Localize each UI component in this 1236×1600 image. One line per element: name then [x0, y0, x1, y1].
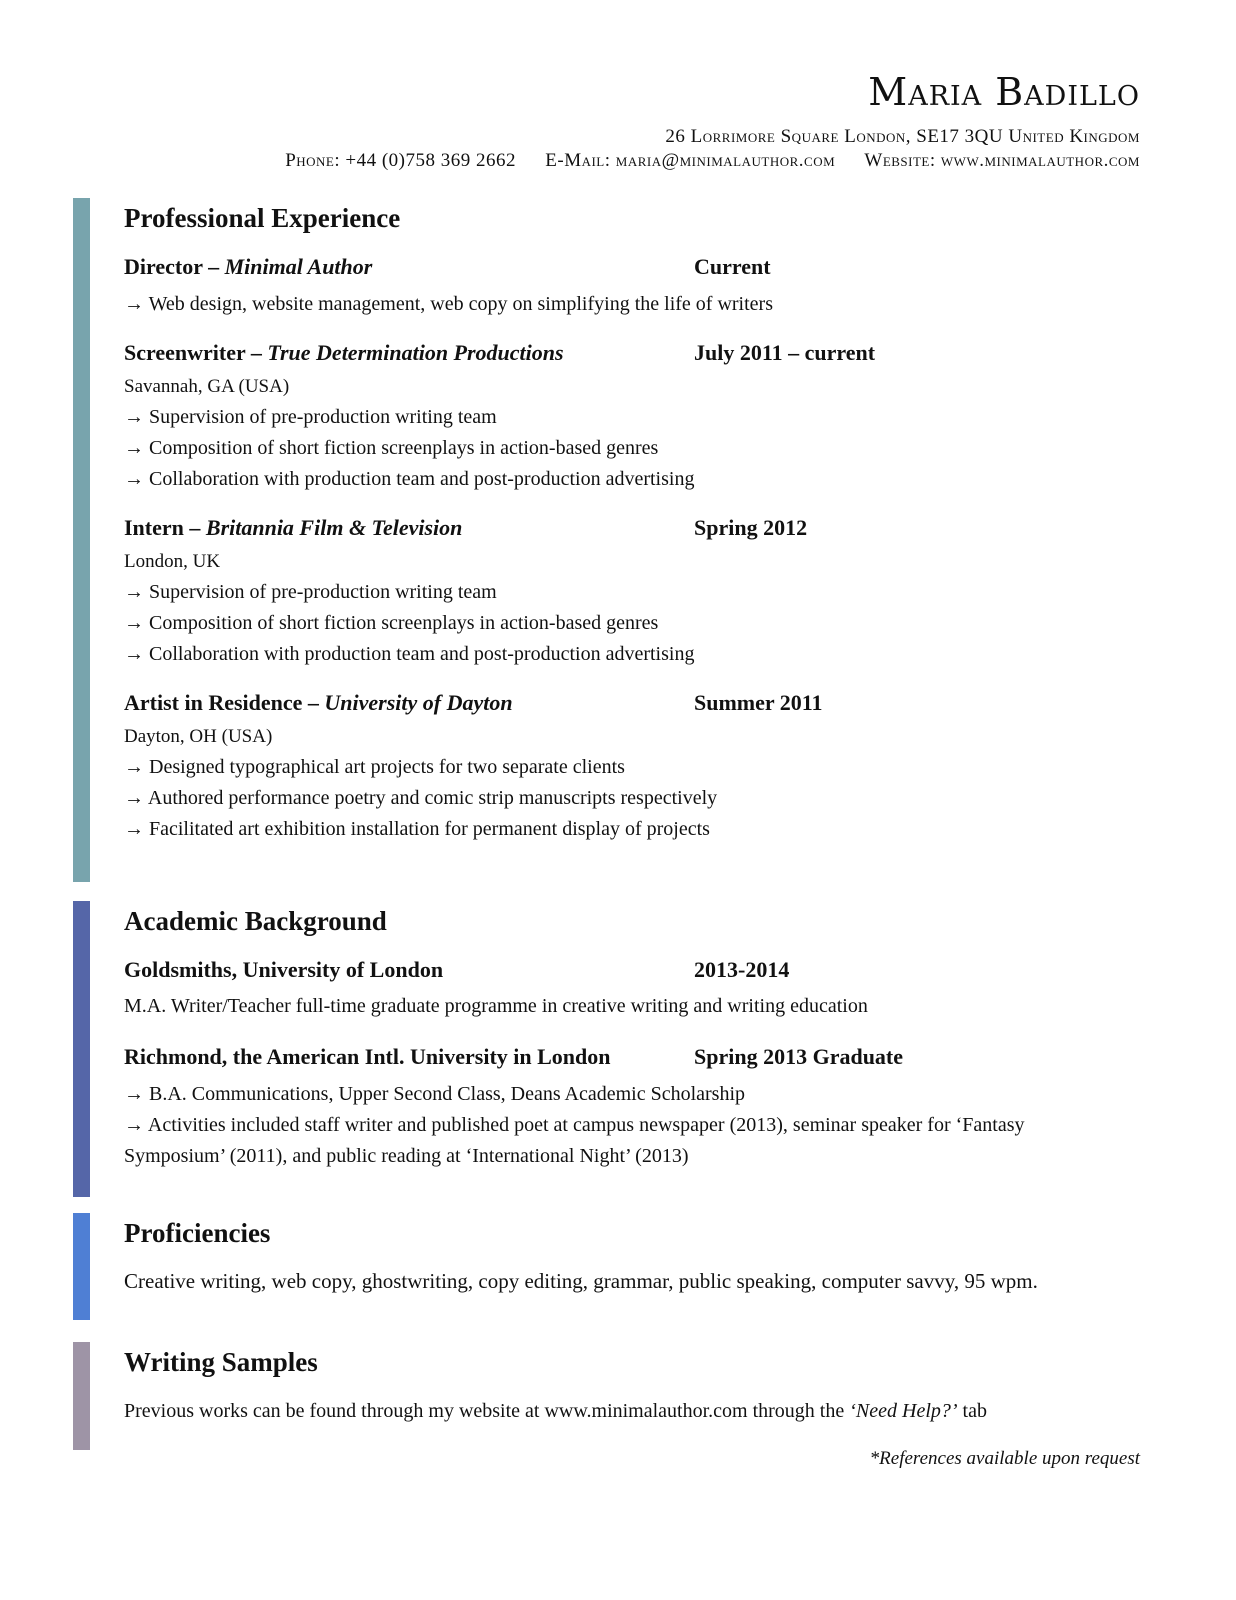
section-title: Proficiencies [124, 1218, 271, 1248]
samples-section [124, 1346, 1154, 1427]
proficiencies-bar [73, 1213, 90, 1320]
entry-heading [124, 338, 1154, 368]
section-title: Academic Background [124, 906, 387, 936]
bullet: → Web design, website management, web copy on simplifying the life of writers [124, 293, 773, 315]
experience-entry [124, 513, 1154, 670]
date: Spring 2012 [694, 515, 808, 540]
need-help-tab-name: ‘Need Help?’ [849, 1400, 958, 1422]
organization: True Determination Productions [267, 340, 564, 365]
section-title: Writing Samples [124, 1347, 318, 1377]
detail-line: → Activities included staff writer and published poet at campus newspaper (2013), seminar speaker for ‘Fantasy Symposium’ (2011), and public reading at ‘International Night’ (2013) [124, 1114, 1025, 1167]
organization: Britannia Film & Television [205, 515, 463, 540]
role: Artist in Residence – [124, 690, 325, 715]
detail-line: → B.A. Communications, Upper Second Class, Deans Academic Scholarship [124, 1083, 746, 1105]
experience-section [124, 202, 1154, 845]
entry-heading [124, 955, 1154, 985]
role: Director – [124, 254, 225, 279]
bullet: → Authored performance poetry and comic strip manuscripts respectively [124, 787, 718, 809]
role: Intern – [124, 515, 206, 540]
phone: Phone: +44 (0)758 369 2662 [285, 150, 517, 171]
bullet: → Supervision of pre-production writing team [124, 581, 497, 603]
location: London, UK [124, 551, 221, 572]
location: Dayton, OH (USA) [124, 726, 273, 747]
experience-entry [124, 688, 1154, 845]
samples-text [124, 1396, 1154, 1427]
role: Screenwriter – [124, 340, 268, 365]
samples-bar [73, 1342, 90, 1450]
contact-line [285, 150, 1140, 172]
bullet: → Composition of short fiction screenplays in action-based genres [124, 612, 659, 634]
date: Summer 2011 [694, 690, 823, 715]
section-title: Professional Experience [124, 203, 401, 233]
date: July 2011 – current [694, 340, 876, 365]
resume-name: Maria Badillo [868, 70, 1140, 114]
website[interactable]: Website: www.minimalauthor.com [864, 150, 1140, 171]
entry-heading [124, 1042, 1154, 1072]
email[interactable]: E-Mail: maria@minimalauthor.com [545, 150, 836, 171]
date: Current [694, 254, 771, 279]
academic-entry [124, 1042, 1154, 1172]
proficiencies-section [124, 1217, 1154, 1297]
proficiencies-text: Creative writing, web copy, ghostwriting, copy editing, grammar, public speaking, computer savvy, 95 wpm. [124, 1269, 1038, 1293]
references-note: *References available upon request [869, 1448, 1140, 1469]
organization: University of Dayton [324, 690, 513, 715]
samples-text-end: tab [957, 1400, 987, 1422]
address: 26 Lorrimore Square London, SE17 3QU United Kingdom [665, 126, 1140, 147]
experience-entry [124, 252, 1154, 320]
academic-section [124, 905, 1154, 1172]
bullet: → Facilitated art exhibition installation for permanent display of projects [124, 818, 710, 840]
location: Savannah, GA (USA) [124, 376, 290, 397]
bullet: → Collaboration with production team and post-production advertising [124, 643, 695, 665]
experience-bar [73, 198, 90, 882]
bullet: → Composition of short fiction screenplays in action-based genres [124, 437, 659, 459]
bullet: → Supervision of pre-production writing team [124, 406, 497, 428]
organization: Minimal Author [224, 254, 373, 279]
school: Richmond, the American Intl. University in London [124, 1044, 611, 1069]
bullet: → Designed typographical art projects for two separate clients [124, 756, 625, 778]
experience-entry [124, 338, 1154, 495]
date: Spring 2013 Graduate [694, 1044, 904, 1069]
entry-heading [124, 688, 1154, 718]
date: 2013-2014 [694, 957, 790, 982]
bullet: → Collaboration with production team and post-production advertising [124, 468, 695, 490]
academic-bar [73, 901, 90, 1197]
entry-heading [124, 252, 1154, 282]
school: Goldsmiths, University of London [124, 957, 444, 982]
detail-line: M.A. Writer/Teacher full-time graduate programme in creative writing and writing education [124, 995, 868, 1017]
entry-heading [124, 513, 1154, 543]
academic-entry [124, 955, 1154, 1022]
samples-text-start: Previous works can be found through my website at www.minimalauthor.com through the [124, 1400, 850, 1422]
